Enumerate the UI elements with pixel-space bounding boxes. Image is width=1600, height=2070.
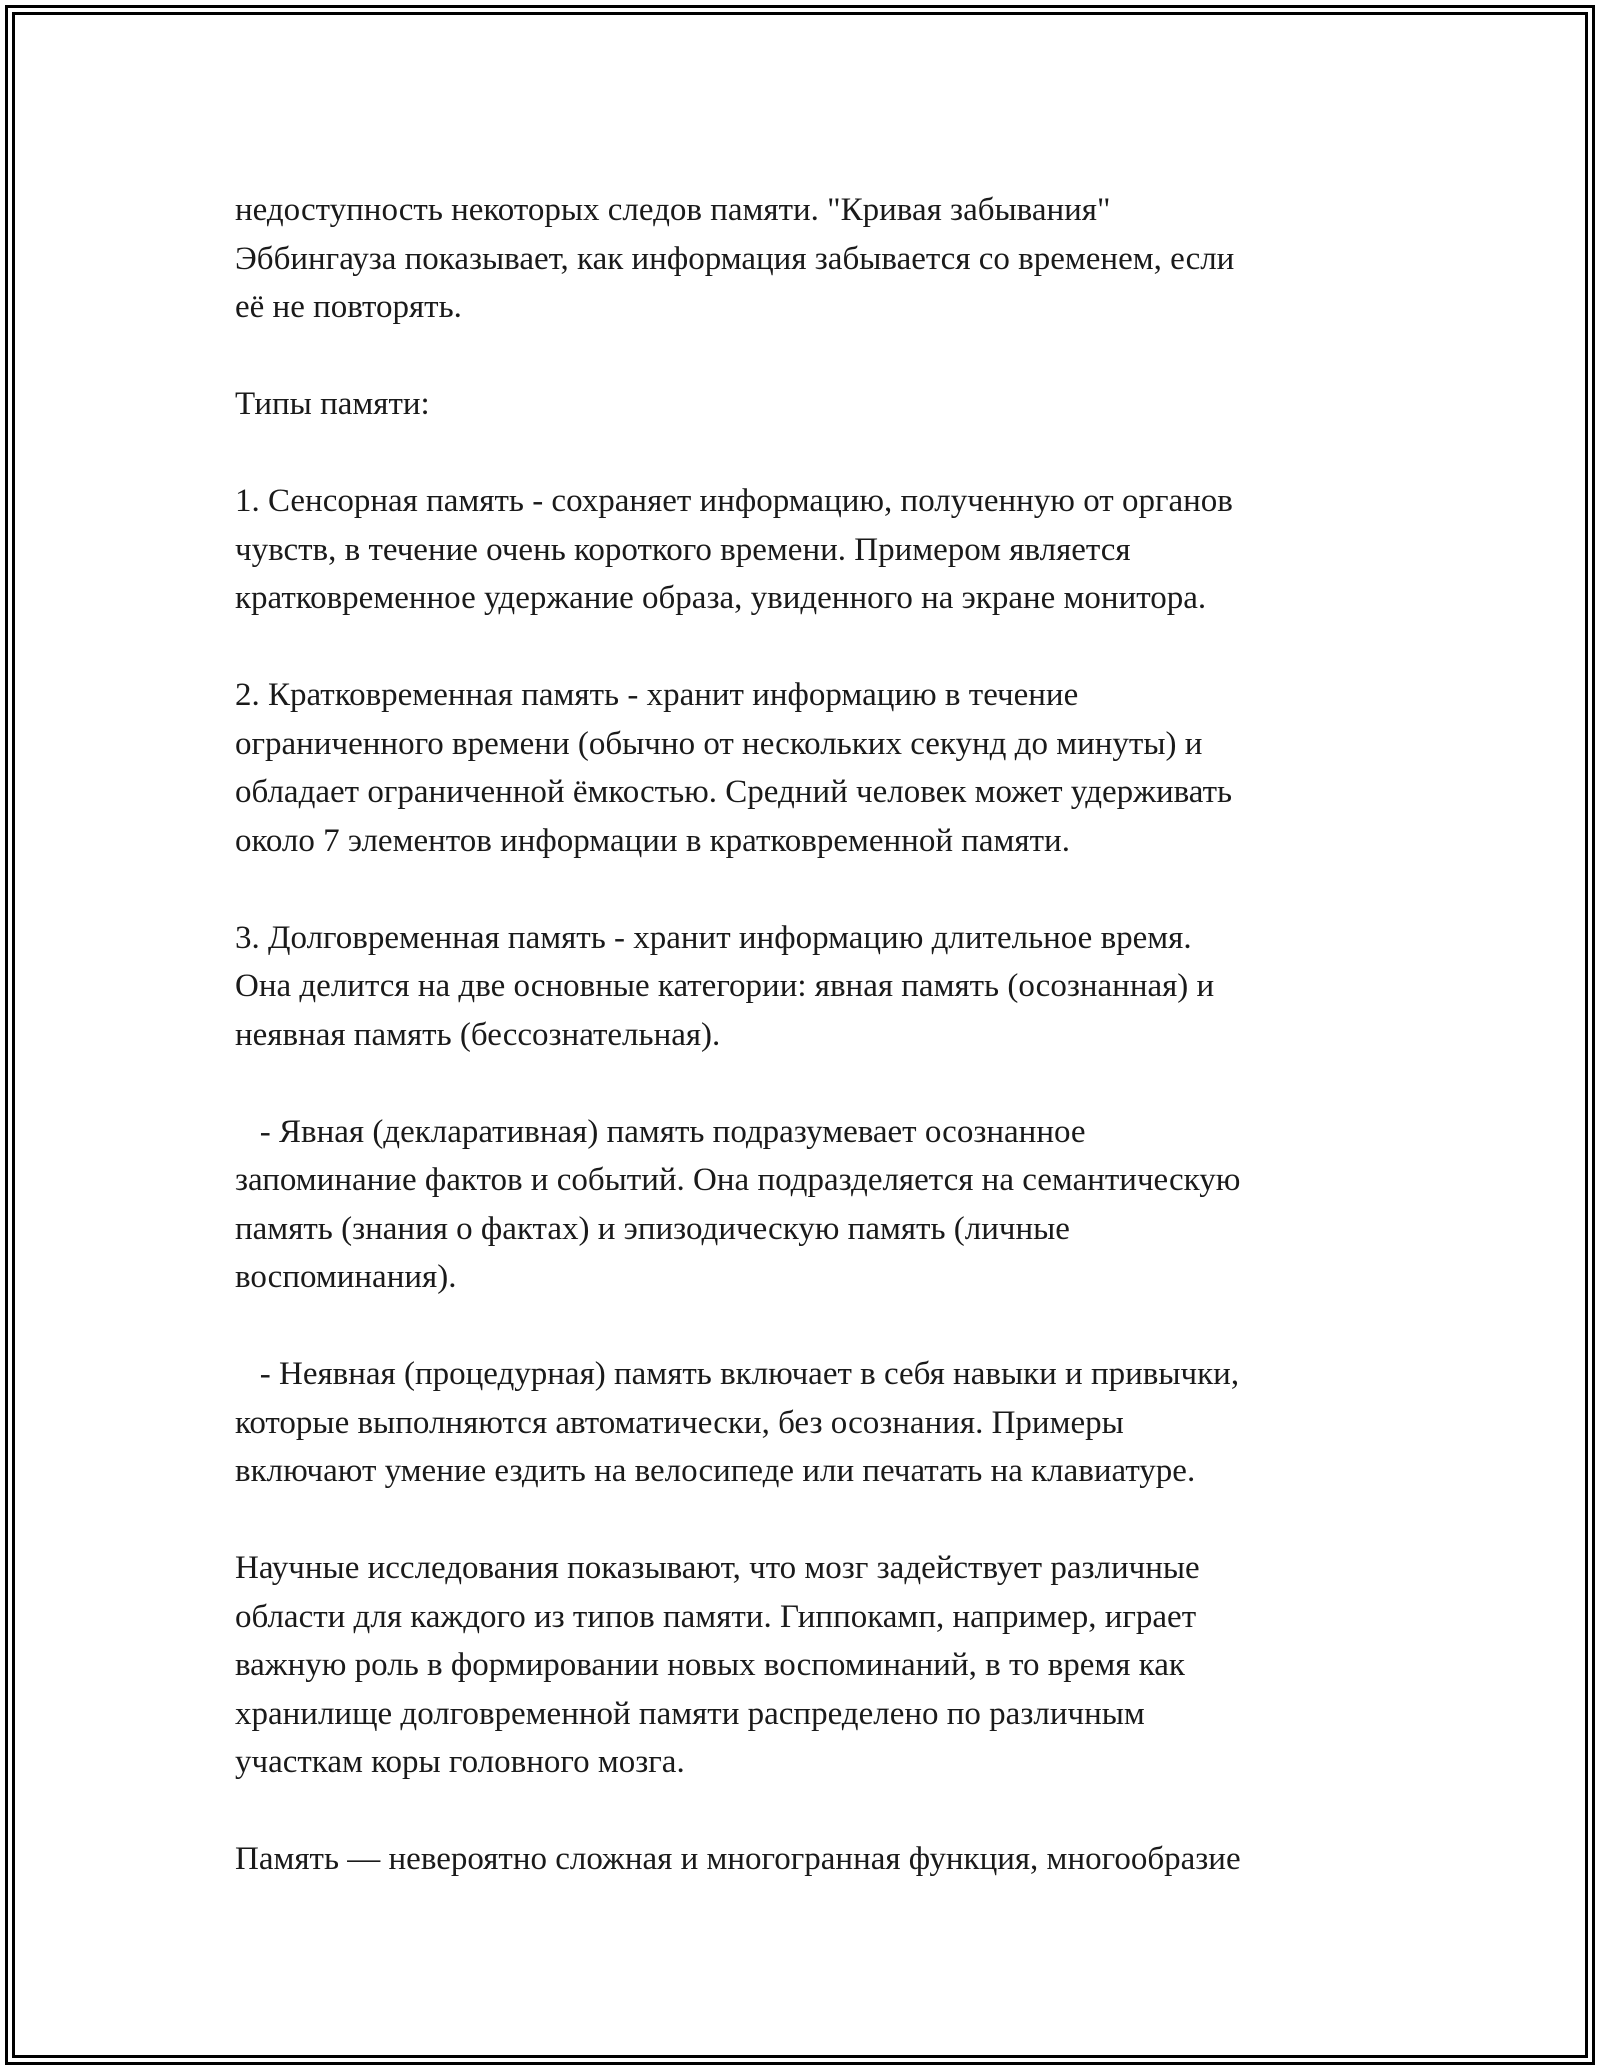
paragraph-conclusion: Память — невероятно сложная и многогранная функция, многообразие: [235, 1841, 1241, 1877]
list-item-long-term-memory: 3. Долговременная память - хранит информацию длительное время. Она делится на две основные категории: явная память (осознанная) и неявная память (бессознательная).: [235, 919, 1215, 1053]
paragraph-forgetting-curve: недоступность некоторых следов памяти. "Кривая забывания" Эббингауза показывает, как информация забывается со временем, если её не повторять.: [235, 192, 1235, 325]
sub-item-explicit-memory: - Явная (декларативная) память подразумевает осознанное запоминание фактов и событий. Она подразделяется на семантическую память (знания о фактах) и эпизодическую память (личные воспоминания).: [235, 1113, 1241, 1295]
list-item-sensory-memory: 1. Сенсорная память - сохраняет информацию, полученную от органов чувств, в течение очень короткого времени. Примером является кратковременное удержание образа, увиденного на экране монитора.: [235, 483, 1233, 616]
paragraph-brain-research: Научные исследования показывают, что мозг задействует различные области для каждого из типов памяти. Гиппокамп, например, играет важную роль в формировании новых воспоминаний, в то время как хранилище долговременной памяти распределено по различным участкам коры головного мозга.: [235, 1550, 1200, 1780]
sub-item-implicit-memory: - Неявная (процедурная) память включает в себя навыки и привычки, которые выполняются автоматически, без осознания. Примеры включают умение ездить на велосипеде или печатать на клавиатуре.: [235, 1356, 1240, 1489]
list-item-short-term-memory: 2. Кратковременная память - хранит информацию в течение ограниченного времени (обычно от нескольких секунд до минуты) и обладает ограниченной ёмкостью. Средний человек может удерживать около 7 элементов информации в кратковременной памяти.: [235, 677, 1233, 859]
document-body: [235, 186, 1365, 1884]
heading-memory-types: Типы памяти:: [235, 386, 430, 422]
